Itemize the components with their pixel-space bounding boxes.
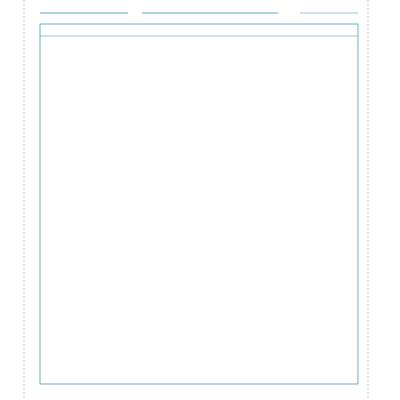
ledger-table-frame: [40, 24, 358, 384]
